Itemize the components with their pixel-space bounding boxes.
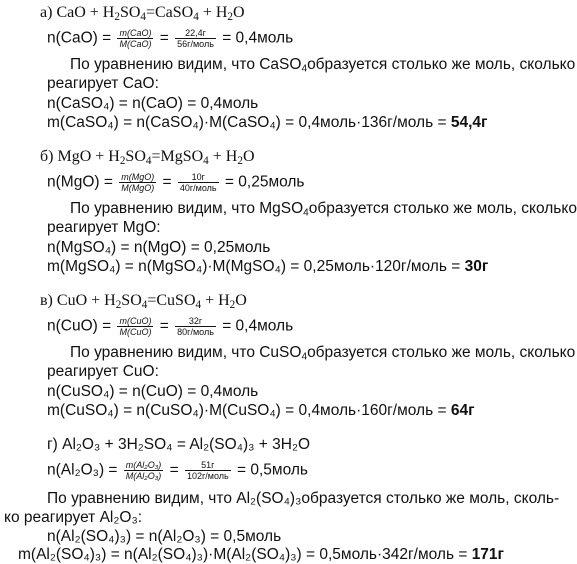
eq-part: SO	[119, 4, 141, 21]
text-c2: реагирует CuO:	[47, 363, 159, 380]
text-b2: реагирует MgO:	[47, 219, 161, 236]
denominator: 40г/моль	[179, 183, 217, 193]
lhs: n(CuO) =	[47, 317, 116, 335]
text: m(MgSO₄) = n(MgSO₄)·M(MgSO₄) = 0,25моль·120г/моль =	[47, 258, 465, 275]
text-d2: ко реагирует Al₂O₃:	[4, 509, 143, 526]
eq-part: SO	[121, 292, 142, 309]
result: = 0,5моль	[232, 461, 308, 479]
eq: =	[158, 173, 176, 191]
numerator: 22,4г	[175, 28, 216, 39]
lhs: n(CaO) =	[47, 29, 116, 47]
result: = 0,25моль	[220, 173, 305, 191]
text-a2: реагирует CaO:	[47, 75, 159, 92]
numerator: m(Al₂O₃)	[125, 460, 162, 470]
eq-part: O	[233, 4, 245, 21]
line-b1: n(MgSO₄) = n(MgO) = 0,25моль	[47, 239, 271, 256]
text: По уравнению видим, что MgSO	[70, 200, 304, 217]
moles-d	[47, 460, 308, 481]
text: образуется столько же моль, сколько	[307, 56, 576, 73]
numerator: m(CuO)	[119, 316, 152, 326]
denominator: M(MgO)	[121, 183, 155, 193]
line-c1: n(CuSO₄) = n(CuO) = 0,4моль	[47, 383, 259, 400]
numerator: m(CaO)	[119, 28, 152, 38]
eq-part: CuO + H	[56, 292, 116, 309]
eq-part: =MgSO	[151, 148, 204, 165]
text-c1: По уравнению видим, что CuSO$_4$образуется столько же моль, сколько	[70, 344, 576, 363]
eq-part: CaO + H	[56, 4, 115, 21]
fraction	[117, 28, 153, 49]
fraction	[178, 172, 219, 193]
line-b2	[47, 258, 488, 276]
equation-c: в) CuO + $H_2SO_4=CuSO_4 + H_2O$	[40, 292, 247, 311]
text: m(Al₂(SO₄)₃) = n(Al₂(SO₄)₃)·M(Al₂(SO₄)₃) = 0,5моль·342г/моль =	[18, 546, 472, 563]
text: образуется столько же моль, сколько	[308, 200, 577, 217]
answer: 64г	[450, 402, 475, 419]
answer: 30г	[464, 258, 489, 275]
moles-a	[47, 28, 293, 49]
numerator: 32г	[175, 316, 216, 327]
label-b: б)	[40, 148, 54, 165]
fraction	[175, 28, 216, 49]
label-c: в)	[40, 292, 53, 309]
numerator: m(MgO)	[121, 172, 155, 182]
denominator: M(CaO)	[119, 39, 152, 49]
eq-part: O	[235, 292, 247, 309]
equation-d: г) Al₂O₃ + 3H₂SO₄ = Al₂(SO₄)₃ + 3H₂O	[47, 436, 311, 453]
eq-part: =CaSO	[145, 4, 194, 21]
text-a1: По уравнению видим, что CaSO$_4$образуется столько же моль, сколько	[70, 56, 576, 75]
eq-part: + H	[208, 148, 238, 165]
eq-part: + H	[198, 4, 228, 21]
answer: 54,4г	[450, 114, 488, 131]
text-b1: По уравнению видим, что MgSO$_4$образуется столько же моль, сколько	[70, 200, 577, 219]
label-a: а)	[40, 4, 53, 21]
text: По уравнению видим, что CuSO	[70, 344, 302, 361]
line-a1: n(CaSO₄) = n(CaO) = 0,4моль	[47, 95, 259, 112]
eq-part: SO	[125, 148, 146, 165]
line-c2	[47, 402, 475, 420]
text-d1: По уравнению видим, что Al₂(SO₄)₃образуется столько же моль, сколь-	[47, 490, 560, 507]
moles-c	[47, 316, 293, 337]
text: m(CuSO₄) = n(CuSO₄)·M(CuSO₄) = 0,4моль·160г/моль =	[47, 402, 451, 419]
equation-b: б) MgO + $H_2SO_4=MgSO_4 + H_2O$	[40, 148, 255, 167]
eq: =	[155, 317, 174, 335]
equation-a: а) CaO + $H_2SO_4=CaSO_4 + H_2O$	[40, 4, 245, 23]
eq-part: MgO + H	[57, 148, 120, 165]
fraction	[117, 316, 153, 337]
text: образуется столько же моль, сколько	[307, 344, 576, 361]
denominator: 56г/моль	[177, 39, 214, 49]
result: = 0,4моль	[217, 29, 294, 47]
answer: 171г	[471, 546, 505, 563]
denominator: M(CuO)	[119, 327, 152, 337]
text: По уравнению видим, что CaSO	[70, 56, 302, 73]
fraction	[124, 460, 164, 481]
moles-b	[47, 172, 305, 193]
fraction	[175, 316, 216, 337]
denominator: M(Al₂O₃)	[125, 471, 162, 481]
line-d2	[18, 546, 504, 564]
text: m(CaSO₄) = n(CaSO₄)·M(CaSO₄) = 0,4моль·136г/моль =	[47, 114, 451, 131]
fraction	[185, 460, 231, 481]
lhs: n(Al₂O₃) =	[47, 461, 122, 479]
fraction	[119, 172, 156, 193]
denominator: 102г/моль	[186, 471, 229, 481]
line-a2	[47, 114, 487, 132]
numerator: 10г	[178, 172, 219, 183]
eq: =	[165, 461, 183, 479]
eq: =	[155, 29, 174, 47]
denominator: 80г/моль	[177, 327, 214, 337]
eq-part: =CuSO	[147, 292, 196, 309]
numerator: 51г	[185, 460, 231, 471]
eq-part: O	[242, 148, 255, 165]
line-d1: n(Al₂(SO₄)₃) = n(Al₂O₃) = 0,5моль	[47, 528, 282, 545]
eq-part: + H	[201, 292, 230, 309]
result: = 0,4моль	[217, 317, 294, 335]
lhs: n(MgO) =	[47, 173, 118, 191]
